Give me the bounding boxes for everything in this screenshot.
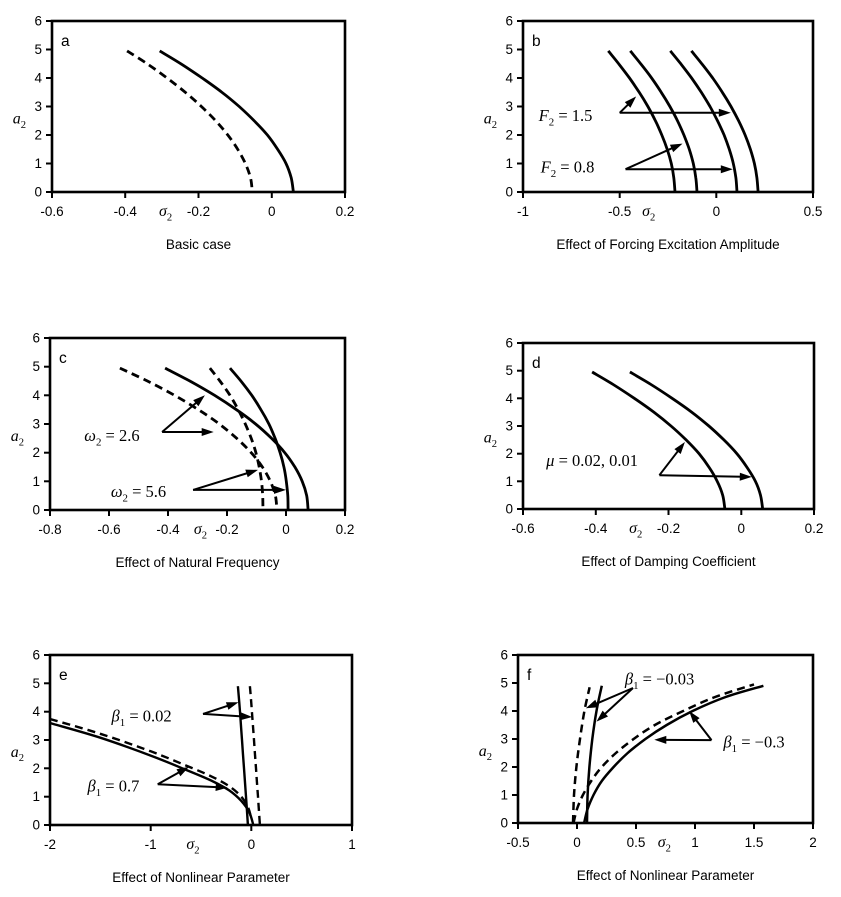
y-tick-label: 4 [505, 70, 513, 86]
annotation-arrowhead [202, 428, 214, 436]
y-tick-label: 0 [32, 817, 40, 833]
y-axis-title: $a_2$ [478, 742, 492, 764]
panel-title: Effect of Natural Frequency [115, 555, 280, 570]
x-tick-label: 0 [573, 835, 581, 850]
y-tick-label: 3 [505, 418, 513, 434]
x-tick-label: 0 [712, 204, 721, 219]
annotation-label: $\beta_1 = 0.7$ [87, 776, 140, 800]
y-tick-label: 3 [505, 99, 513, 114]
panel-letter: b [532, 33, 541, 50]
y-tick-label: 6 [34, 13, 42, 29]
y-tick-label: 0 [505, 501, 513, 517]
y-tick-label: 4 [32, 704, 40, 720]
y-tick-label: 3 [32, 416, 40, 432]
y-tick-label: 0 [500, 815, 508, 831]
y-tick-label: 5 [34, 42, 42, 57]
x-tick-label: 0 [282, 522, 290, 537]
x-tick-label: 0 [737, 521, 746, 536]
annotation-label: $\omega_2 = 2.6$ [84, 426, 140, 449]
panel-title: Effect of Damping Coefficient [581, 554, 756, 569]
y-tick-label: 4 [32, 387, 40, 403]
x-axis-title: $\sigma_2$ [193, 521, 208, 542]
panel-letter: e [59, 667, 68, 684]
panel-f [479, 648, 817, 884]
annotation-arrowhead [245, 470, 258, 478]
annotation-arrow [659, 449, 679, 475]
curve-solid [608, 51, 675, 192]
x-tick-label: -0.8 [38, 522, 62, 537]
annotation-arrowhead [274, 486, 286, 494]
y-tick-label: 5 [505, 42, 513, 57]
y-tick-label: 4 [500, 703, 508, 719]
x-tick-label: -0.4 [113, 204, 137, 219]
x-tick-label: -0.4 [156, 522, 180, 537]
y-tick-label: 0 [505, 184, 513, 200]
panel-e [11, 648, 356, 886]
curve-solid [50, 723, 253, 825]
annotation-arrowhead [226, 702, 239, 710]
annotation-arrowhead [670, 144, 683, 153]
x-tick-label: -0.6 [97, 522, 121, 537]
x-tick-label: 1.5 [744, 835, 764, 850]
panel-title: Effect of Nonlinear Parameter [576, 868, 755, 883]
panel-letter: f [527, 667, 532, 684]
annotation-label: $\omega_2 = 5.6$ [110, 482, 167, 505]
annotation-arrow [603, 688, 633, 716]
panel-a [13, 14, 355, 253]
x-tick-label: -1 [516, 204, 530, 219]
x-axis-title: $\sigma_2$ [158, 203, 173, 224]
x-tick-label: 0 [267, 204, 276, 219]
annotation-arrowhead [240, 712, 252, 720]
x-tick-label: 1 [348, 837, 356, 852]
annotation-arrow [203, 705, 230, 714]
y-tick-label: 1 [32, 789, 40, 805]
x-tick-label: -1 [144, 837, 157, 852]
curve-solid [592, 372, 725, 509]
x-tick-label: -0.5 [608, 204, 632, 219]
y-tick-label: 2 [32, 445, 40, 461]
y-axis-title: $a_2$ [483, 110, 497, 131]
x-axis-title: $\sigma_2$ [186, 836, 200, 857]
x-tick-label: 1 [691, 835, 699, 850]
curve-dashed [250, 686, 260, 825]
y-axis-title: $a_2$ [483, 429, 497, 450]
plot-border [52, 21, 345, 192]
annotation-arrow [203, 714, 243, 717]
annotation-arrow [193, 473, 249, 490]
y-tick-label: 6 [505, 335, 513, 351]
panel-letter: d [532, 355, 541, 372]
annotation-arrow [158, 784, 219, 787]
panel-title: Basic case [165, 237, 232, 252]
panel-letter: c [59, 350, 67, 367]
y-tick-label: 1 [505, 473, 513, 489]
annotation-arrow [626, 147, 675, 169]
y-tick-label: 6 [32, 330, 40, 346]
y-tick-label: 2 [505, 127, 513, 143]
y-tick-label: 1 [500, 787, 508, 803]
annotation-arrow [158, 771, 181, 784]
x-tick-label: 0.2 [335, 522, 355, 537]
x-tick-label: 0.2 [804, 521, 824, 536]
x-axis-title: $\sigma_2$ [657, 834, 671, 855]
x-tick-label: 0.5 [803, 204, 823, 219]
annotation-arrowhead [586, 700, 599, 708]
curve-dashed [127, 51, 252, 192]
annotation-arrow [162, 401, 198, 432]
y-tick-label: 6 [505, 13, 513, 29]
x-axis-title: $\sigma_2$ [629, 520, 643, 541]
panel-title: Effect of Forcing Excitation Amplitude [556, 237, 780, 252]
plot-border [50, 655, 352, 825]
y-tick-label: 1 [505, 156, 513, 171]
x-tick-label: 2 [809, 835, 817, 850]
panel-d [484, 336, 824, 570]
curve-dashed [50, 719, 251, 819]
y-tick-label: 5 [32, 359, 40, 375]
annotation-label: $\beta_1 = -0.3$ [723, 732, 785, 755]
y-tick-label: 1 [32, 473, 40, 489]
y-tick-label: 3 [500, 731, 508, 747]
y-tick-label: 2 [500, 759, 508, 775]
y-axis-title: $a_2$ [12, 110, 26, 131]
annotation-arrow [659, 475, 742, 477]
y-tick-label: 6 [500, 647, 508, 663]
x-tick-label: -2 [43, 837, 57, 852]
y-tick-label: 6 [32, 647, 40, 663]
y-tick-label: 5 [500, 675, 508, 691]
x-axis-title: $\sigma_2$ [642, 203, 656, 224]
plot-border [523, 343, 814, 509]
annotation-label: $\beta_1 = -0.03$ [624, 669, 695, 692]
x-tick-label: -0.2 [186, 204, 211, 219]
x-tick-label: -0.6 [40, 204, 64, 219]
annotation-arrow [695, 718, 712, 740]
annotation-label: $\beta_1 = 0.02$ [111, 706, 172, 730]
panel-title: Effect of Nonlinear Parameter [112, 870, 290, 885]
annotation-label: $F_2 = 0.8$ [540, 157, 595, 181]
y-tick-label: 1 [34, 156, 42, 171]
annotation-label: μ = 0.02, 0.01 [546, 451, 639, 471]
annotation-arrowhead [721, 165, 733, 173]
x-tick-label: -0.2 [215, 522, 239, 537]
panel-c [11, 331, 355, 571]
x-tick-label: -0.2 [656, 521, 681, 536]
y-tick-label: 3 [34, 99, 42, 114]
y-tick-label: 4 [34, 70, 42, 86]
annotation-arrowhead [719, 109, 731, 117]
panel-letter: a [61, 33, 70, 50]
y-tick-label: 2 [32, 760, 40, 776]
y-tick-label: 4 [505, 390, 513, 406]
x-tick-label: 0 [247, 837, 256, 852]
y-tick-label: 3 [32, 732, 40, 748]
x-tick-label: -0.6 [511, 521, 535, 536]
x-tick-label: 0.5 [626, 835, 646, 850]
y-tick-label: 0 [34, 184, 42, 200]
panel-b [484, 14, 823, 253]
y-tick-label: 0 [32, 502, 40, 518]
y-tick-label: 5 [505, 363, 513, 379]
x-tick-label: -0.5 [506, 835, 530, 850]
curve-solid [630, 372, 763, 509]
annotation-label: $F_2 = 1.5$ [538, 105, 593, 129]
y-axis-title: $a_2$ [10, 743, 24, 765]
curve-dashed [574, 684, 755, 823]
annotation-arrowhead [654, 736, 666, 744]
y-tick-label: 5 [32, 675, 40, 691]
y-axis-title: $a_2$ [10, 428, 24, 449]
plot-border [50, 338, 345, 510]
y-tick-label: 2 [505, 446, 513, 462]
x-tick-label: -0.4 [584, 521, 608, 536]
x-tick-label: 0.2 [335, 204, 355, 219]
y-tick-label: 2 [34, 127, 42, 143]
curve-solid [160, 51, 294, 192]
